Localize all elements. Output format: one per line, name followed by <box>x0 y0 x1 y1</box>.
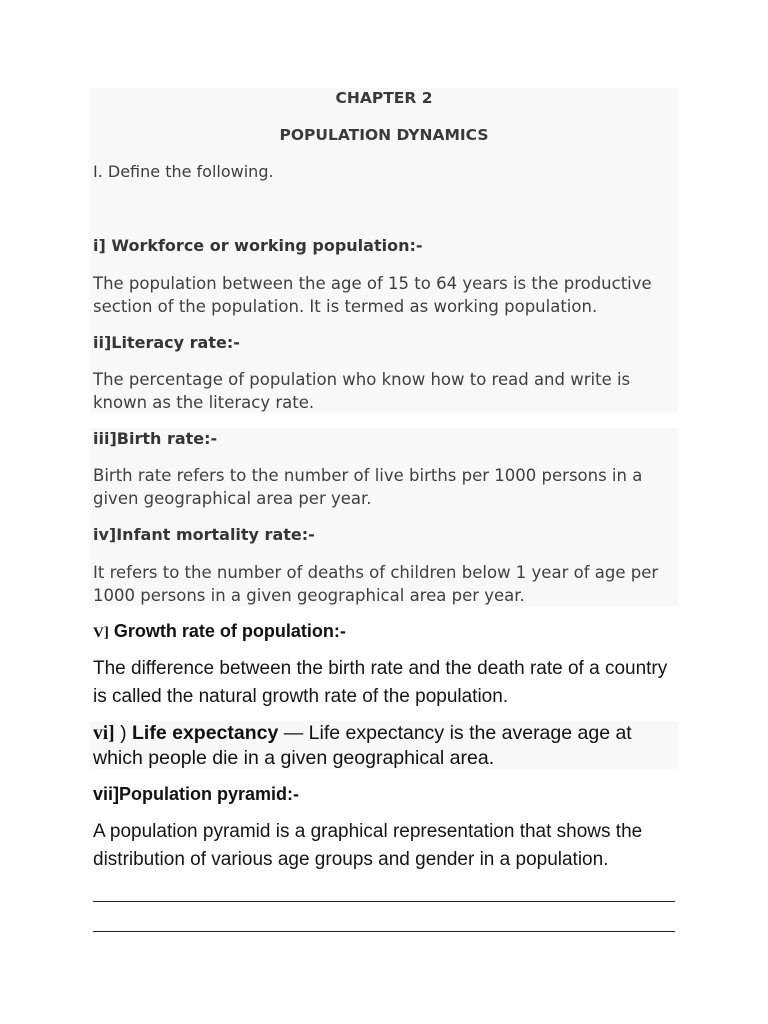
definition-heading-population-pyramid: vii]Population pyramid:- <box>93 784 300 804</box>
definition-text-literacy-rate: The percentage of population who know how to read and write is known as the literacy rate. <box>93 370 631 412</box>
definition-heading-workforce: i] Workforce or working population:- <box>93 236 423 255</box>
definition-text-workforce: The population between the age of 15 to 64 years is the productive section of the population. It is termed as working population. <box>93 274 652 316</box>
definition-heading-birth-rate: iii]Birth rate:- <box>93 429 218 448</box>
definition-heading-growth-rate <box>93 621 675 642</box>
chapter-title: POPULATION DYNAMICS <box>279 126 489 144</box>
definition-text-growth-rate: The difference between the birth rate and the death rate of a country is called the natural growth rate of the population. <box>93 658 668 707</box>
definition-text-birth-rate: Birth rate refers to the number of live births per 1000 persons in a given geographical area per year. <box>93 466 643 508</box>
answer-line <box>93 901 675 902</box>
definition-number: V] <box>93 625 109 641</box>
definition-text-infant-mortality: It refers to the number of deaths of children below 1 year of age per 1000 persons in a given geographical area per year. <box>93 563 659 605</box>
definition-heading-text: Life expectancy <box>132 722 279 744</box>
definition-heading-infant-mortality: iv]Infant mortality rate:- <box>93 525 315 544</box>
definition-heading-literacy-rate: ii]Literacy rate:- <box>93 333 240 352</box>
chapter-label: CHAPTER 2 <box>335 89 433 107</box>
definition-separator: ) <box>114 722 133 744</box>
definition-life-expectancy <box>93 721 675 770</box>
definition-text-population-pyramid: A population pyramid is a graphical representation that shows the distribution of various age groups and gender in a population. <box>93 821 643 870</box>
definition-text-life-expectancy: — Life expectancy is the average age at which people die in a given geographical area. <box>93 722 632 769</box>
definition-heading-text: Growth rate of population:- <box>113 621 346 641</box>
definition-number: vi] <box>93 723 115 744</box>
instruction: I. Define the following. <box>93 162 274 181</box>
answer-line <box>93 931 675 932</box>
